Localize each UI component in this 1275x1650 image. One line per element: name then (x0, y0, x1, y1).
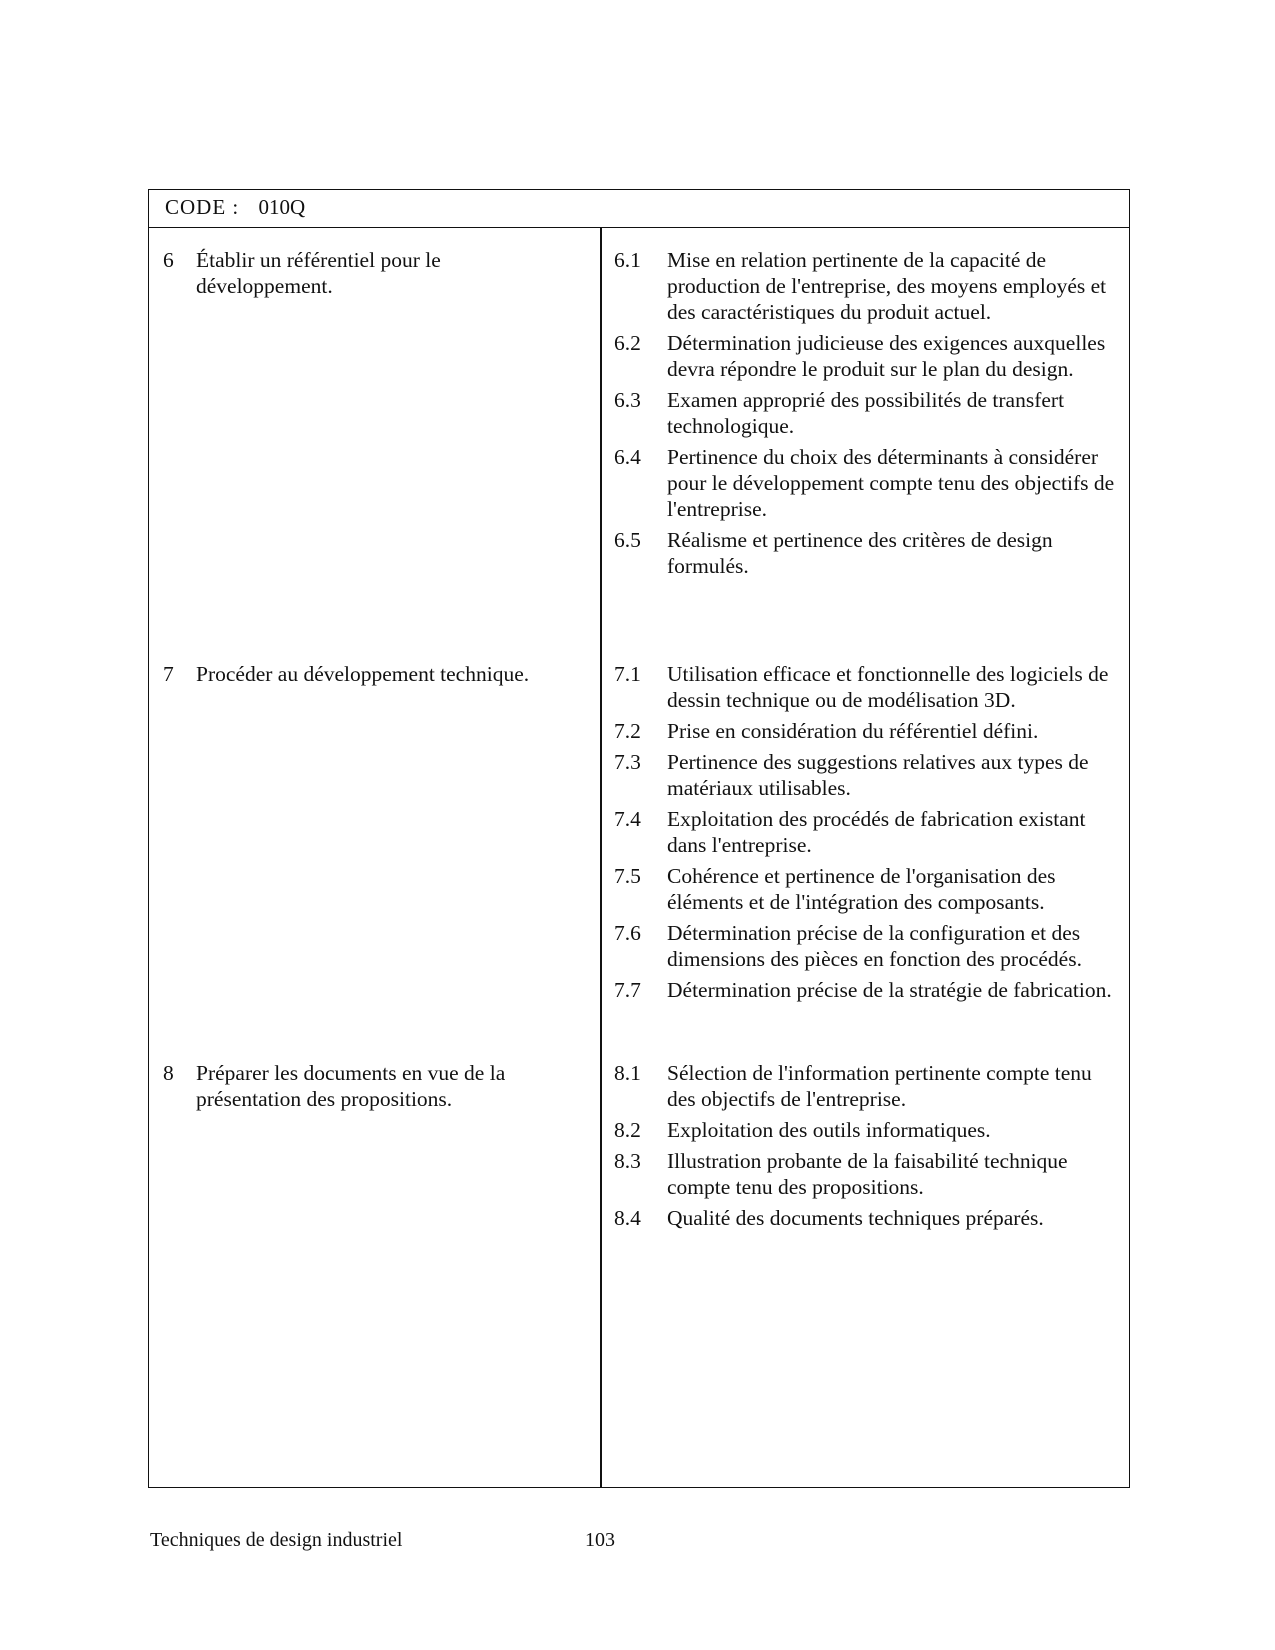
criterion-item (614, 444, 1124, 522)
criterion-number: 8.4 (614, 1206, 641, 1230)
footer-page-number: 103 (585, 1529, 615, 1551)
competency-table (148, 189, 1130, 1488)
criterion-text: Illustration probante de la faisabilité technique compte tenu des propositions. (667, 1149, 1068, 1199)
criterion-item (614, 977, 1124, 1003)
criterion-number: 6.1 (614, 248, 641, 272)
criterion-item (614, 1117, 1124, 1143)
criterion-text: Qualité des documents techniques préparés. (667, 1206, 1044, 1230)
element-number: 6 (163, 248, 174, 272)
criterion-number: 7.5 (614, 864, 641, 888)
criterion-text: Pertinence du choix des déterminants à considérer pour le développement compte tenu des objectifs de l'entreprise. (667, 445, 1115, 521)
column-divider (600, 228, 602, 1487)
criterion-number: 6.4 (614, 445, 641, 469)
criterion-text: Détermination judicieuse des exigences auxquelles devra répondre le produit sur le plan du design. (667, 331, 1106, 381)
footer-program-title: Techniques de design industriel (150, 1529, 403, 1551)
criterion-text: Exploitation des procédés de fabrication existant dans l'entreprise. (667, 807, 1086, 857)
criterion-text: Cohérence et pertinence de l'organisation des éléments et de l'intégration des composants. (667, 864, 1056, 914)
criterion-text: Prise en considération du référentiel défini. (667, 719, 1039, 743)
criterion-item (614, 1060, 1124, 1112)
criterion-item (614, 1205, 1124, 1231)
criterion-number: 8.2 (614, 1118, 641, 1142)
criterion-number: 7.3 (614, 750, 641, 774)
criterion-number: 6.5 (614, 528, 641, 552)
code-value: 010Q (258, 195, 306, 219)
criterion-item (614, 718, 1124, 744)
criterion-number: 7.2 (614, 719, 641, 743)
criterion-text: Utilisation efficace et fonctionnelle des logiciels de dessin technique ou de modélisation 3D. (667, 662, 1109, 712)
criterion-item (614, 920, 1124, 972)
criterion-number: 7.4 (614, 807, 641, 831)
criterion-text: Pertinence des suggestions relatives aux types de matériaux utilisables. (667, 750, 1089, 800)
criterion-item (614, 661, 1124, 713)
criterion-text: Détermination précise de la stratégie de fabrication. (667, 978, 1112, 1002)
criterion-number: 7.6 (614, 921, 641, 945)
element-text: Établir un référentiel pour le développement. (196, 248, 441, 298)
element-text: Procéder au développement technique. (196, 662, 530, 686)
criterion-item (614, 1148, 1124, 1200)
criteria-cell (614, 661, 1124, 1008)
criterion-item (614, 806, 1124, 858)
criterion-text: Réalisme et pertinence des critères de design formulés. (667, 528, 1053, 578)
criterion-item (614, 749, 1124, 801)
criterion-number: 6.3 (614, 388, 641, 412)
criterion-text: Mise en relation pertinente de la capacité de production de l'entreprise, des moyens employés et des caractéristiques du produit actuel. (667, 248, 1107, 324)
code-label: CODE : (165, 195, 240, 219)
element-text: Préparer les documents en vue de la présentation des propositions. (196, 1061, 506, 1111)
element-number: 8 (163, 1061, 174, 1085)
criterion-text: Exploitation des outils informatiques. (667, 1118, 991, 1142)
criterion-number: 7.7 (614, 978, 641, 1002)
criterion-text: Examen approprié des possibilités de transfert technologique. (667, 388, 1065, 438)
element-number: 7 (163, 662, 174, 686)
criterion-text: Détermination précise de la configuration et des dimensions des pièces en fonction des procédés. (667, 921, 1082, 971)
criterion-item (614, 247, 1124, 325)
criterion-number: 6.2 (614, 331, 641, 355)
criterion-text: Sélection de l'information pertinente compte tenu des objectifs de l'entreprise. (667, 1061, 1092, 1111)
criterion-number: 7.1 (614, 662, 641, 686)
criterion-item (614, 330, 1124, 382)
criterion-number: 8.1 (614, 1061, 641, 1085)
criteria-cell (614, 1060, 1124, 1236)
criterion-item (614, 527, 1124, 579)
code-header (149, 190, 1129, 228)
criterion-item (614, 863, 1124, 915)
criterion-number: 8.3 (614, 1149, 641, 1173)
criterion-item (614, 387, 1124, 439)
criteria-cell (614, 247, 1124, 584)
